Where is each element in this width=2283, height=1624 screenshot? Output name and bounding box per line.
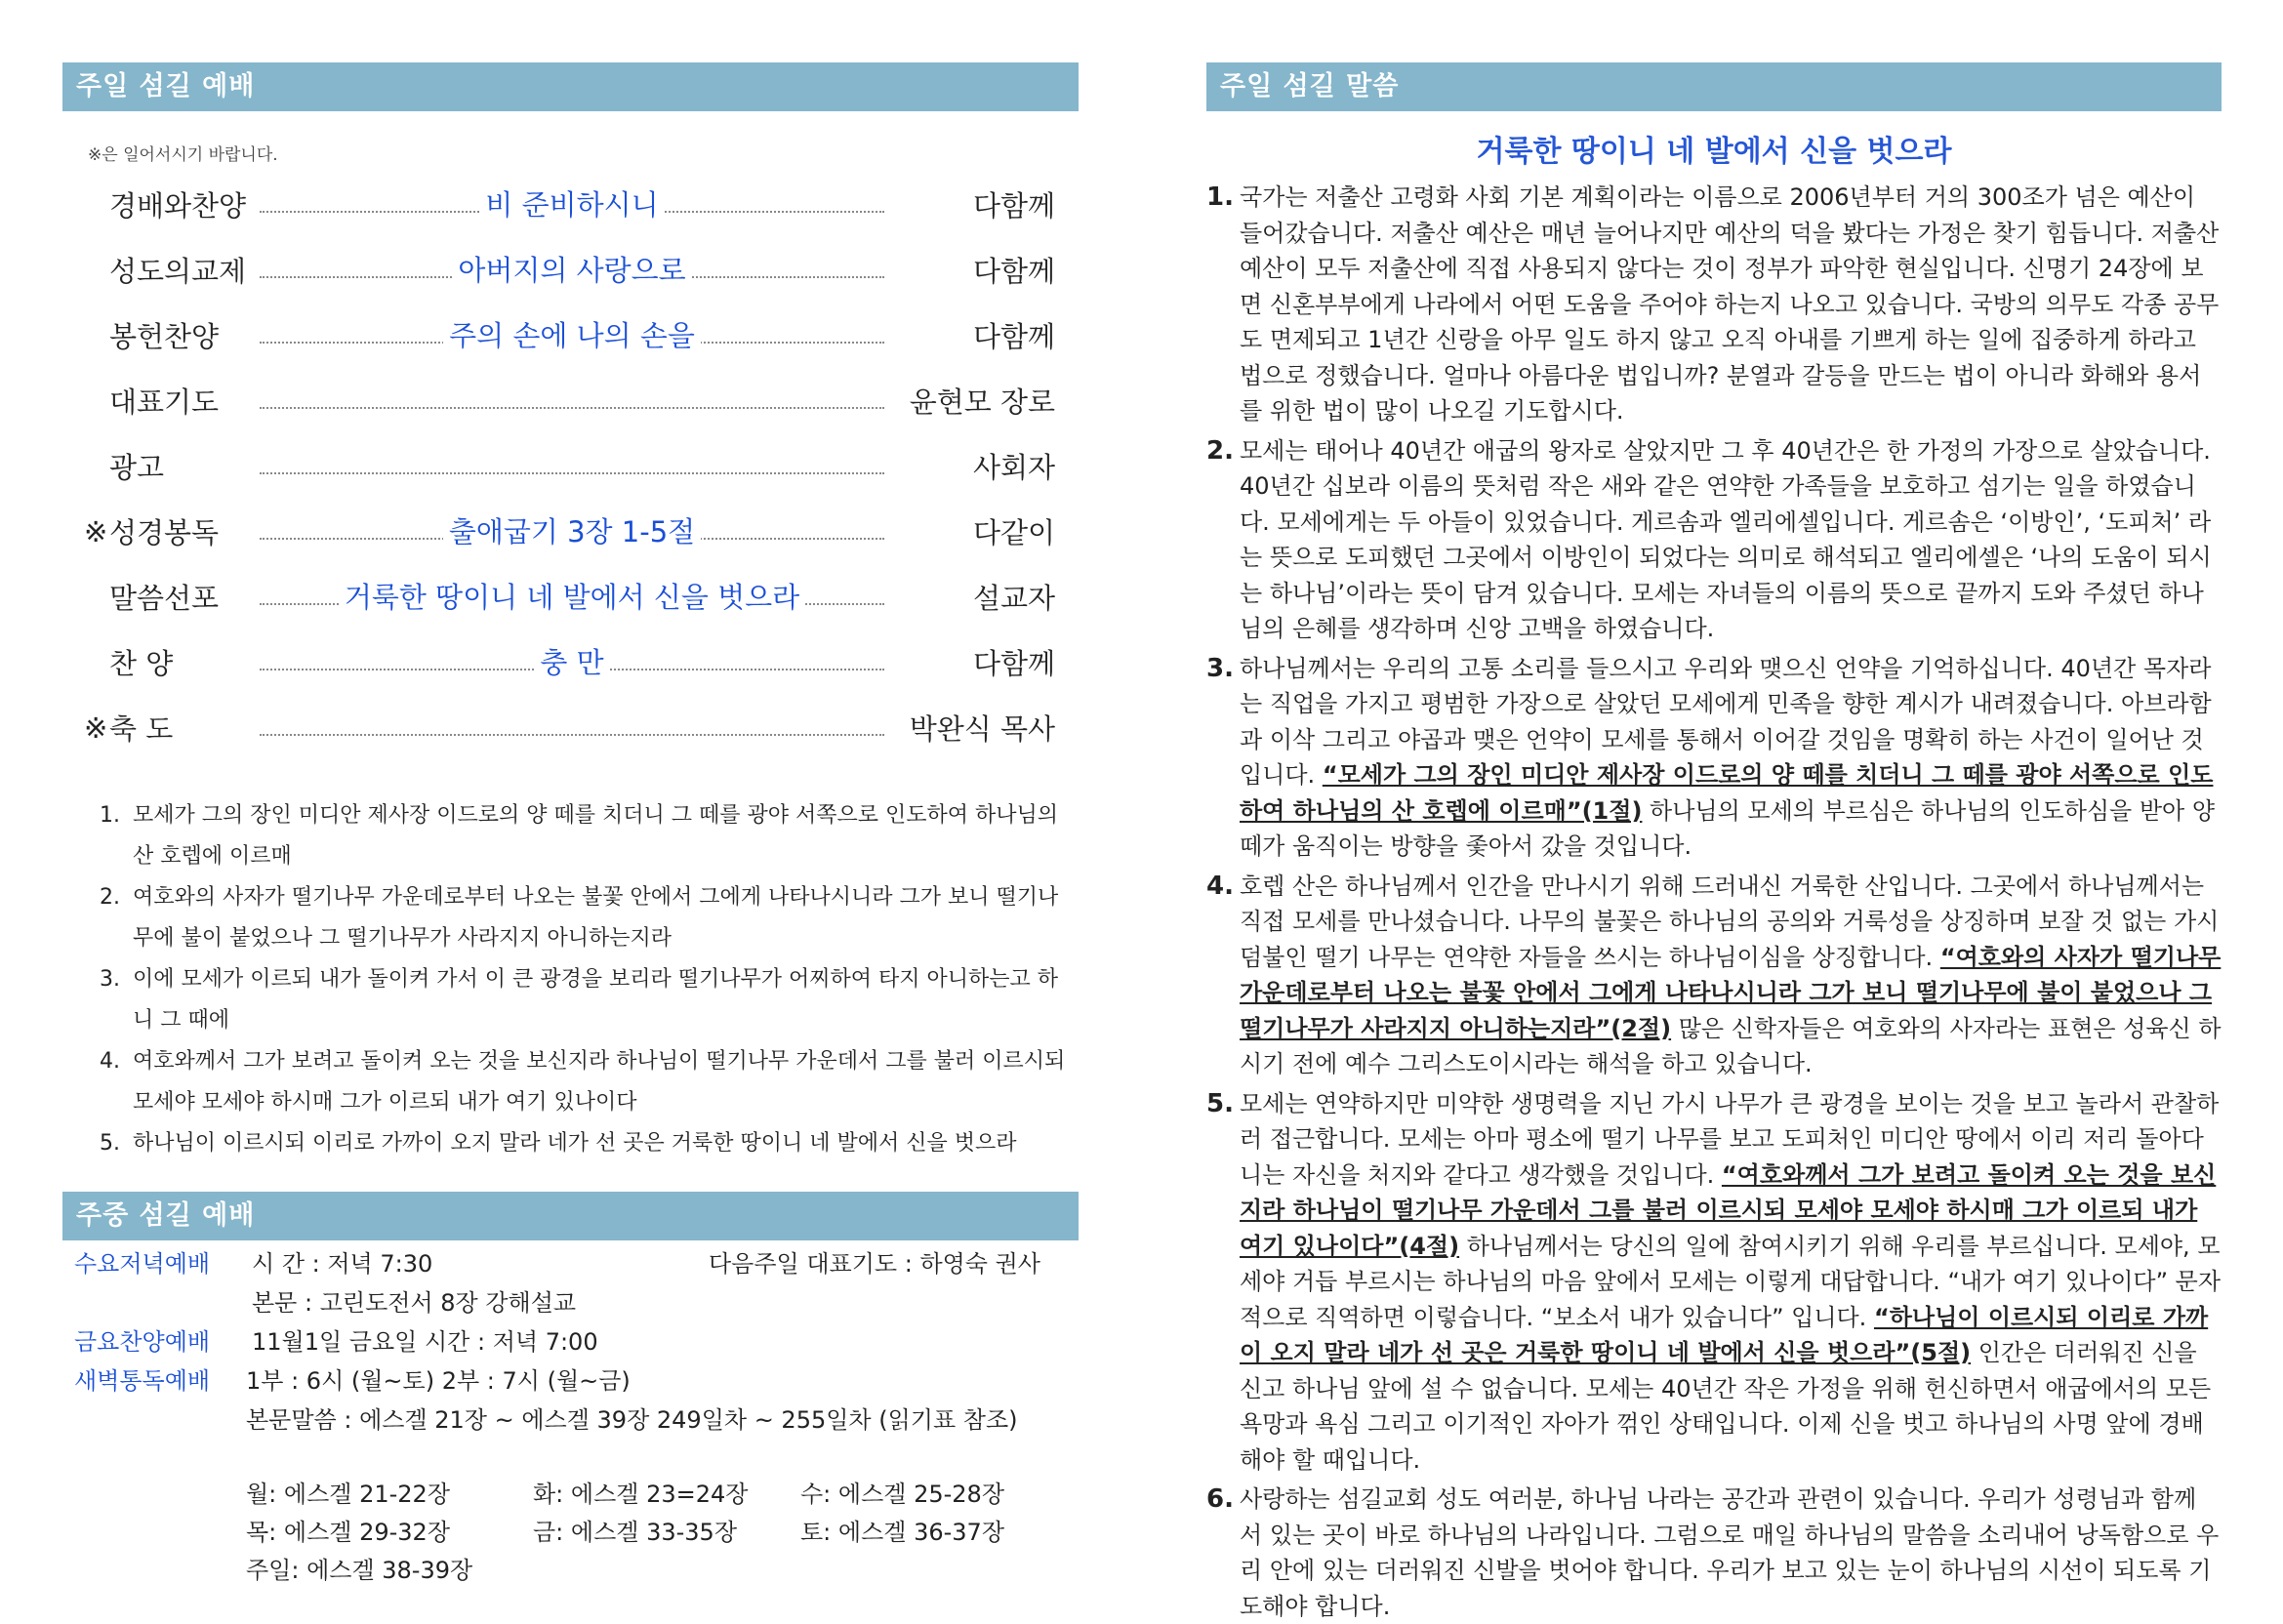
sermon-title: 거룩한 땅이니 네 발에서 신을 벗으라 [1476,135,1952,169]
order-item-person: 다함께 [972,255,1055,288]
worship-order-row [62,629,1079,695]
scripture-quote: “여호와의 사자가 떨기나무 가운데로부터 나오는 불꽃 안에서 그에게 나타나시니라 그가 보니 떨기나무에 불이 붙었으나 그 떨기나무가 사라지지 아니하는지라”(2절) [1240,943,2222,1042]
paragraph-segment: 하나님께서는 우리의 고통 소리를 들으시고 우리와 맺으신 언약을 기억하십니다. 40년간 목자라는 직업을 가지고 평범한 가장으로 살았던 모세에게 민족을 향한 계시가 내려졌습니다. 아브라함과 이삭 그리고 야곱과 맺은 언약이 모세를 통해서 이어갈 것임을 명확히 하는 사건이 일어난 것입니다. [1240,654,2212,789]
paragraph-segment: 모세는 태어나 40년간 애굽의 왕자로 살았지만 그 후 40년간은 한 가정의 가장으로 살았습니다. 40년간 십보라 이름의 뜻처럼 작은 새와 같은 연약한 가족들을 보호하고 섬기는 일을 하였습니다. 모세에게는 두 아들이 있었습니다. 게르솜과 엘리에셀입니다. 게르솜은 ‘이방인’, ‘도피처’ 라는 뜻으로 도피했던 그곳에서 이방인이 되었다는 의미로 해석되고 엘리에셀은 ‘나의 도움이 되시는 하나님’이라는 뜻이 담겨 있습니다. 모세는 자녀들의 이름의 뜻으로 끝까지 도와 주셨던 하나님의 은혜를 생각하며 신앙 고백을 하였습니다. [1240,436,2212,642]
order-item-leader [260,316,884,355]
worship-order-row [62,564,1079,629]
verse-item [100,1041,1079,1123]
verse-number: 5. [100,1131,120,1156]
worship-order-row [62,368,1079,433]
verse-number: 4. [100,1049,120,1074]
order-item-leader [260,447,884,486]
order-item-title-text: 비 준비하시니 [479,188,664,222]
schedule-entry: 월: 에스겔 21-22장 [246,1481,451,1508]
paragraph-text [1240,180,2222,429]
schedule-entry: 토: 에스겔 36-37장 [800,1519,1005,1546]
worship-panel [62,62,1079,1584]
paragraph-text [1240,651,2222,865]
order-item-person: 설교자 [972,582,1055,615]
sermon-paragraph [1206,869,2222,1082]
order-item-person: 다같이 [972,516,1055,549]
verse-text: 여호와께서 그가 보려고 돌이켜 오는 것을 보신지라 하나님이 떨기나무 가운데서 그를 불러 이르시되 모세야 모세야 하시매 그가 이르되 내가 여기 있나이다 [133,1049,1066,1115]
sermon-paragraph [1206,651,2222,865]
wednesday-service-name: 수요저녁예배 [74,1250,211,1278]
word-section-title: 주일 섬길 말씀 [1206,62,2222,111]
schedule-entry: 수: 에스겔 25-28장 [800,1481,1005,1508]
order-item-leader [260,185,884,224]
verse-text: 여호와의 사자가 떨기나무 가운데로부터 나오는 불꽃 안에서 그에게 나타나시니라 그가 보니 떨기나무에 불이 붙었으나 그 떨기나무가 사라지지 아니하는지라 [133,885,1059,951]
order-item-name: 성경봉독 [109,516,220,549]
order-item-leader [260,578,884,617]
paragraph-segment: 사랑하는 섬길교회 성도 여러분, 하나님 나라는 공간과 관련이 있습니다. 우리가 성령님과 함께 서 있는 곳이 바로 하나님의 나라입니다. 그럼으로 매일 하나님의 말씀을 소리내어 낭독함으로 우리 안에 있는 더러워진 신발을 벗어야 합니다. 우리가 보고 있는 눈이 하나님의 시선이 되도록 기도해야 합니다. [1240,1485,2220,1620]
dotted-leader [260,472,884,474]
order-item-title [260,512,884,551]
paragraph-segment: 국가는 저출산 고령화 사회 기본 계획이라는 이름으로 2006년부터 거의 300조가 넘은 예산이 들어갔습니다. 저출산 예산은 매년 늘어나지만 예산의 덕을 봤다는 가정은 찾기 힘듭니다. 저출산 예산이 모두 저출산에 직접 사용되지 않다는 것이 정부가 파악한 현실입니다. 신명기 24장에 보면 신혼부부에게 나라에서 어떤 도움을 주어야 하는지 나오고 있습니다. 국방의 의무도 각종 공무도 면제되고 1년간 신랑을 아무 일도 하지 않고 오직 아내를 기쁘게 하는 일에 집중하게 하라고 법으로 정했습니다. 얼마나 아름다운 법입니까? 분열과 갈등을 만드는 법이 아니라 화해와 용서를 위한 법이 많이 나오길 기도합시다. [1240,183,2220,425]
order-item-name: 말씀선포 [109,582,220,615]
wednesday-time: 시 간 : 저녁 7:30 [252,1250,433,1278]
order-item-title-text: 주의 손에 나의 손을 [443,319,701,352]
verse-item [100,795,1079,877]
paragraph-number: 6. [1206,1484,1234,1514]
scripture-quote: “모세가 그의 장인 미디안 제사장 이드로의 양 떼를 치더니 그 떼를 광야 서쪽으로 인도하여 하나님의 산 호렙에 이르매”(1절) [1240,761,2214,825]
order-item-title [260,643,884,682]
order-item-title [260,185,884,224]
paragraph-number: 5. [1206,1088,1234,1118]
order-item-person: 박완식 목사 [909,712,1055,746]
order-item-name: 찬 양 [109,647,174,680]
order-item-title [260,578,884,617]
verse-number: 2. [100,885,120,910]
verse-item [100,877,1079,959]
order-item-title-text: 출애굽기 3장 1-5절 [443,515,701,548]
order-item-name: 경배와찬양 [109,189,247,223]
schedule-entry: 주일: 에스겔 38-39장 [246,1557,473,1584]
paragraph-text [1240,869,2222,1082]
verse-text: 하나님이 이르시되 이리로 가까이 오지 말라 네가 선 곳은 거룩한 땅이니 네 발에서 신을 벗으라 [133,1131,1017,1156]
worship-order-row [62,433,1079,499]
dawn-time: 1부 : 6시 (월~토) 2부 : 7시 (월~금) [246,1367,631,1395]
order-item-title [260,316,884,355]
order-item-name: 광고 [109,451,165,484]
weekday-section-title: 주중 섬길 예배 [62,1192,1079,1240]
next-prayer: 다음주일 대표기도 : 하영숙 권사 [709,1250,1040,1278]
dotted-leader [260,407,884,409]
worship-section-title: 주일 섬길 예배 [62,62,1079,111]
order-item-name: 봉헌찬양 [109,320,220,353]
standing-mark: ※ [84,710,108,745]
paragraph-segment: 모세는 연약하지만 미약한 생명력을 지닌 가시 나무가 큰 광경을 보이는 것을 보고 놀라서 관찰하러 접근합니다. 모세는 아마 평소에 떨기 나무를 보고 도피처인 미디안 땅에서 이리 저리 돌아다니는 자신을 처지와 같다고 생각했을 것입니다. [1240,1089,2220,1189]
scripture-quote: “여호와께서 그가 보려고 돌이켜 오는 것을 보신지라 하나님이 떨기나무 가운데서 그를 불러 이르시되 모세야 모세야 하시매 그가 이르되 내가 여기 있나이다”(4절) [1240,1160,2217,1260]
schedule-entry: 목: 에스겔 29-32장 [246,1519,451,1546]
order-item-person: 다함께 [972,320,1055,353]
paragraph-text [1240,433,2222,647]
order-item-leader [260,251,884,290]
sermon-paragraph [1206,433,2222,647]
verse-item [100,959,1079,1041]
weekday-services [62,1240,1079,1584]
wednesday-text: 본문 : 고린도전서 8장 강해설교 [252,1289,577,1317]
worship-order-list [62,172,1079,760]
paragraph-segment: 인간은 더러워진 신을 신고 하나님 앞에 설 수 없습니다. 모세는 40년간 작은 가정을 위해 헌신하면서 애굽에서의 모든 욕망과 욕심 그리고 이기적인 자아가 꺾인 상태입니다. 이제 신을 벗고 하나님의 사명 앞에 경배해야 할 때입니다. [1240,1339,2212,1474]
order-item-name: 축 도 [109,712,174,746]
standing-note: ※은 일어서시기 바랍니다. [88,145,278,165]
order-item-title-text: 충 만 [534,646,609,679]
sermon-paragraph [1206,1086,2222,1479]
verse-text: 이에 모세가 이르되 내가 돌이켜 가서 이 큰 광경을 보리라 떨기나무가 어찌하여 타지 아니하는고 하니 그 때에 [133,967,1058,1033]
schedule-entry: 화: 에스겔 23=24장 [533,1481,749,1508]
sermon-paragraphs [1206,180,2222,1624]
verse-number: 3. [100,967,120,992]
order-item-person: 다함께 [972,189,1055,223]
order-item-name: 성도의교제 [109,255,247,288]
worship-order-row [62,303,1079,368]
paragraph-segment: 하나님의 모세의 부르심은 하나님의 인도하심을 받아 양떼가 움직이는 방향을 좇아서 갔을 것입니다. [1240,796,2216,860]
verse-text: 모세가 그의 장인 미디안 제사장 이드로의 양 떼를 치더니 그 떼를 광야 서쪽으로 인도하여 하나님의 산 호렙에 이르매 [133,803,1058,869]
sermon-panel [1206,62,2222,1624]
order-item-leader [260,643,884,682]
dotted-leader [260,734,884,736]
order-item-title-text: 거룩한 땅이니 네 발에서 신을 벗으라 [339,581,805,614]
order-item-leader [260,512,884,551]
sermon-paragraph [1206,180,2222,429]
verse-item [100,1123,1079,1164]
dawn-service-name: 새벽통독예배 [74,1367,211,1395]
worship-order-row [62,237,1079,303]
paragraph-text [1240,1482,2222,1624]
order-item-leader [260,382,884,421]
paragraph-number: 4. [1206,871,1234,901]
order-item-person: 사회자 [972,451,1055,484]
verse-number: 1. [100,803,120,828]
order-item-title-text: 아버지의 사랑으로 [452,254,691,287]
friday-service-name: 금요찬양예배 [74,1328,211,1356]
paragraph-number: 1. [1206,183,1234,212]
worship-order-row [62,695,1079,760]
paragraph-number: 3. [1206,653,1234,683]
scripture-quote: “하나님이 이르시되 이리로 가까이 오지 말라 네가 선 곳은 거룩한 땅이니 네 발에서 신을 벗으라”(5절) [1240,1303,2209,1366]
friday-time: 11월1일 금요일 시간 : 저녁 7:00 [252,1328,598,1356]
scripture-verses [100,795,1079,1164]
dawn-text: 본문말씀 : 에스겔 21장 ~ 에스겔 39장 249일차 ~ 255일차 (읽기표 참조) [246,1406,1018,1434]
schedule-entry: 금: 에스겔 33-35장 [533,1519,738,1546]
paragraph-number: 2. [1206,435,1234,466]
paragraph-segment: 많은 신학자들은 여호와의 사자라는 표현은 성육신 하시기 전에 예수 그리스도이시라는 해석을 하고 있습니다. [1240,1014,2222,1077]
order-item-person: 윤현모 장로 [909,386,1055,419]
worship-order-row [62,499,1079,564]
paragraph-text [1240,1086,2222,1479]
order-item-leader [260,709,884,748]
sermon-paragraph [1206,1482,2222,1624]
order-item-person: 다함께 [972,647,1055,680]
paragraph-segment: 하나님께서는 당신의 일에 참여시키기 위해 우리를 부르십니다. 모세야, 모세야 거듭 부르시는 하나님의 마음 앞에서 모세는 이렇게 대답합니다. “내가 여기 있나이다” 문자적으로 직역하면 이렇습니다. “보소서 내가 있습니다” 입니다. [1240,1232,2222,1331]
order-item-name: 대표기도 [109,386,220,419]
standing-mark: ※ [84,514,108,548]
paragraph-segment: 호렙 산은 하나님께서 인간을 만나시기 위해 드러내신 거룩한 산입니다. 그곳에서 하나님께서는 직접 모세를 만나셨습니다. 나무의 불꽃은 하나님의 공의와 거룩성을 상징하며 보잘 것 없는 가시 덤불인 떨기 나무는 연약한 자들을 쓰시는 하나님이심을 상징합니다. [1240,872,2220,971]
worship-order-row [62,172,1079,237]
order-item-title [260,251,884,290]
